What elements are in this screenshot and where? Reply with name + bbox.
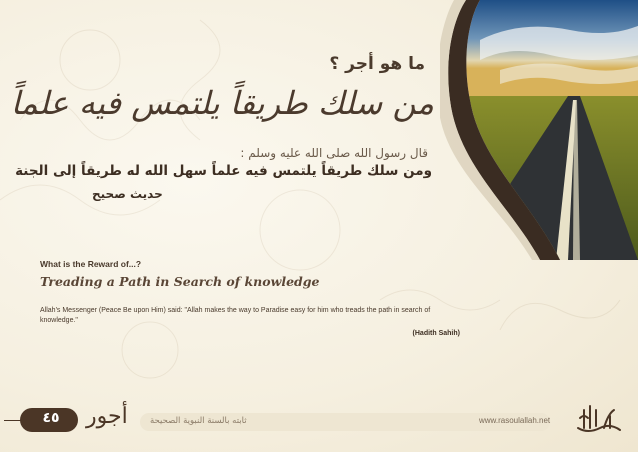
english-grade: (Hadith Sahih) [412, 330, 460, 337]
footer-tagline: ثابته بالسنة النبوية الصحيحة [150, 416, 247, 426]
english-question: What is the Reward of...? [40, 259, 142, 269]
section-title: أجور [86, 404, 128, 429]
calligraphy-logo-icon [574, 398, 624, 438]
hadith-text-ar: ومن سلك طريقاً يلتمس فيه علماً سهل الله له طريقاً إلى الجنة [15, 163, 432, 179]
english-title: Treading a Path in Search of knowledge [40, 274, 320, 289]
calligraphy-heading: من سلك طريقاً يلتمس فيه علماً [10, 84, 434, 122]
hadith-grade-ar: حديث صحيح [92, 187, 163, 201]
hadith-intro: قال رسول الله صلى الله عليه وسلم : [240, 146, 428, 160]
road-photo [440, 0, 638, 260]
english-body: Allah's Messenger (Peace Be upon Him) said: "Allah makes the way to Paradise easy for him who treads the path in search of knowledge." [40, 307, 431, 324]
question-title-ar: ما هو أجر ؟ [329, 54, 425, 74]
footer-url[interactable]: www.rasoulallah.net [479, 416, 551, 425]
page-number: ٤٥ [42, 410, 60, 426]
